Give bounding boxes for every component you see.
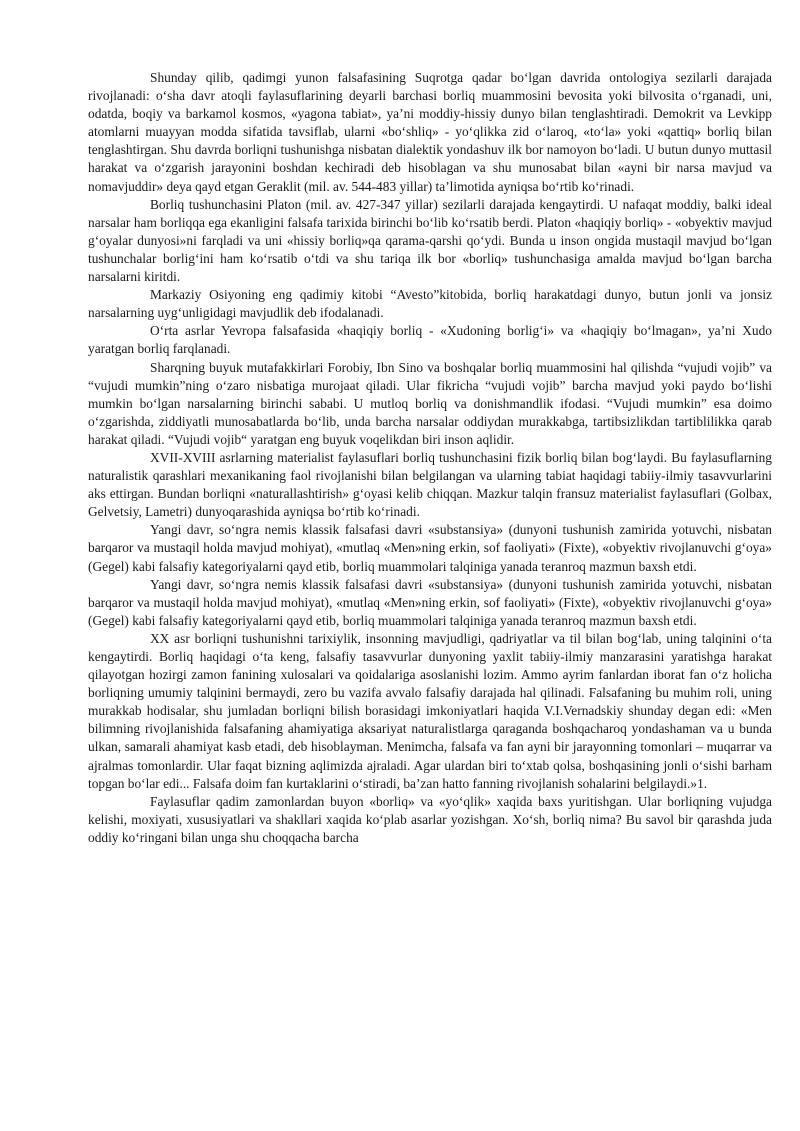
paragraph-eastern-thinkers: Sharqning buyuk mutafakkirlari Forobiy, Ibn Sino va boshqalar borliq muammosini hal qilishda “vujudi vojib” va “vujudi mumkin”ning o‘zaro nisbatiga murojaat qiladi. Ular fikricha “vujudi vojib” barcha mavjud yoki paydo bo‘lishi mumkin bo‘lgan narsalarning birinchi sababi. U mutloq borliq va donishmandlik ifodasi. “Vujudi mumkin” esa doimo o‘zgarishda, ziddiyatli munosabatlarda bo‘lib, unda barcha narsalar oddiydan murakkabga, tartibsizlikdan tartiblilikka qarab harakat qiladi. “Vujudi vojib“ yaratgan eng buyuk voqelikdan biri inson aqlidir. xyxy=(88,359,772,447)
paragraph-modern-era: Yangi davr, so‘ngra nemis klassik falsafasi davri «substansiya» (dunyoni tushunish zamirida yotuvchi, nisbatan barqaror va mustaqil holda mavjud mohiyat), «mutlaq «Men»ning erkin, sof faoliyati» (Fixte), «obyektiv rivojlanuvchi g‘oya» (Gegel) kabi falsafiy kategoriyalarni qayd etib, borliq muammolari talqiniga yanada teranroq mazmun baxsh etdi. xyxy=(88,522,772,574)
paragraph-materialists: XVII-XVIII asrlarning materialist faylasuflari borliq tushunchasini fizik borliq bilan bog‘laydi. Bu faylasuflarning naturalistik qarashlari mexanikaning faol rivojlanishi bilan belgilangan va ularning tabiat haqidagi tabiiy-ilmiy tasavvurlarini aks ettirgan. Bundan borliqni «naturallashtirish» g‘oyasi kelib chiqqan. Mazkur talqin fransuz materialist faylasuflari (Golbax, Gelvetsiy, Lametri) dunyoqarashida ayniqsa bo‘rtib ko‘rinadi. xyxy=(88,449,772,520)
paragraph-middle-ages: O‘rta asrlar Yevropa falsafasida «haqiqiy borliq - «Xudoning borlig‘i» va «haqiqiy bo‘lmagan», ya’ni Xudo yaratgan borliq farqlanadi. xyxy=(88,323,772,357)
paragraph-presocratic-ontology: Shunday qilib, qadimgi yunon falsafasining Suqrotga qadar bo‘lgan davrida ontologiya sezilarli darajada rivojlanadi: o‘sha davr atoqli faylasuflarining deyarli barchasi borliq muammosini bevosita yoki bilvosita o‘rganadi, uni, odatda, boqiy va barkamol kosmos, «yagona tabiat», ya’ni moddiy-hissiy dunyo bilan tenglashtiradi. Demokrit va Levkipp atomlarni muayyan modda sifatida tavsiflab, ularni «bo‘shliq» - yo‘qlikka zid o‘laroq, «to‘la» yoki «qattiq» borliq bilan tenglashtirgan. Shu davrda borliqni tushunishga nisbatan dialektik yondashuv ilk bor namoyon bo‘ladi. U butun dunyo muttasil harakat va o‘zgarish jarayonini boshdan kechiradi deb hisoblagan va shu munosabat bilan «ayni bir narsa mavjud va nomavjuddir» deya qayd etgan Geraklit (mil. av. 544-483 yillar) ta’limotida ayniqsa bo‘rtib ko‘rinadi. xyxy=(88,70,772,194)
paragraph-platon: Borliq tushunchasini Platon (mil. av. 427-347 yillar) sezilarli darajada kengaytirdi. U nafaqat moddiy, balki ideal narsalar ham borliqqa ega ekanligini falsafa tarixida birinchi bo‘lib ko‘rsatib berdi. Platon «haqiqiy borliq» - «obyektiv mavjud g‘oyalar dunyosi»ni farqladi va uni «hissiy borliq»qa qarama-qarshi qo‘ydi. Bunda u inson ongida mustaqil mavjud bo‘lgan tushunchalar borlig‘ini ham ko‘rsatib o‘tdi va shu tariqa ilk bor «borliq» tushunchasiga amalda mavjud bo‘lgan barcha narsalarni kiritdi. xyxy=(88,196,772,285)
paragraph-avesto: Markaziy Osiyoning eng qadimiy kitobi “Avesto”kitobida, borliq harakatdagi dunyo, butun jonli va jonsiz narsalarning uyg‘unligidagi mavjudlik deb ifodalanadi. xyxy=(88,287,772,321)
paragraph-modern-era-repeat: Yangi davr, so‘ngra nemis klassik falsafasi davri «substansiya» (dunyoni tushunish zamirida yotuvchi, nisbatan barqaror va mustaqil holda mavjud mohiyat), «mutlaq «Men»ning erkin, sof faoliyati» (Fixte), «obyektiv rivojlanuvchi g‘oya» (Gegel) kabi falsafiy kategoriyalarni qayd etib, borliq muammolari talqiniga yanada teranroq mazmun baxsh etdi. xyxy=(88,576,772,628)
paragraph-being-and-nothing: Faylasuflar qadim zamonlardan buyon «borliq» va «yo‘qlik» xaqida baxs yuritishgan. Ular borliqning vujudga kelishi, moxiyati, xususiyatlari va shakllari xaqida ko‘plab asarlar yozishgan. Xo‘sh, borliq nima? Bu savol bir qarashda juda oddiy ko‘ringani bilan unga shu choqqacha barcha xyxy=(88,793,772,845)
paragraph-twentieth-century: XX asr borliqni tushunishni tarixiylik, insonning mavjudligi, qadriyatlar va til bilan bog‘lab, uning talqinini o‘ta kengaytirdi. Borliq haqidagi o‘ta keng, falsafiy tasavvurlar dunyoning yaxlit tabiiy-ilmiy manzarasini yaratishga harakat qilayotgan hozirgi zamon fanining xulosalari va qoidalariga asoslanishi lozim. Ammo ayrim fanlardan iborat fan o‘z holicha borliqning umumiy talqinini bermaydi, zero bu vazifa avvalo falsafiy darajada hal qilinadi. Falsafaning bu muhim roli, uning murakkab hodisalar, shu jumladan borliqni bilish borasidagi imkoniyatlari haqida V.I.Vernadskiy shunday degan edi: «Men bilimning rivojlanishida falsafaning ahamiyatiga aksariyat naturalistlarga qaraganda boshqacharoq yondashaman va u bunda ulkan, samarali ahamiyat kasb etadi, deb hisoblayman. Menimcha, falsafa va fan ayni bir jarayonning tomonlari – muqarrar va ajralmas tomonlardir. Ular faqat bizning aqlimizda ajraladi. Agar ulardan biri to‘xtab qolsa, boshqasining jonli o‘sishi barham topgan bo‘lar edi... Falsafa doim fan kurtaklarini o‘stiradi, ba’zan hatto fanning rivojlanish sohalarini belgilaydi.»1. xyxy=(88,630,772,791)
